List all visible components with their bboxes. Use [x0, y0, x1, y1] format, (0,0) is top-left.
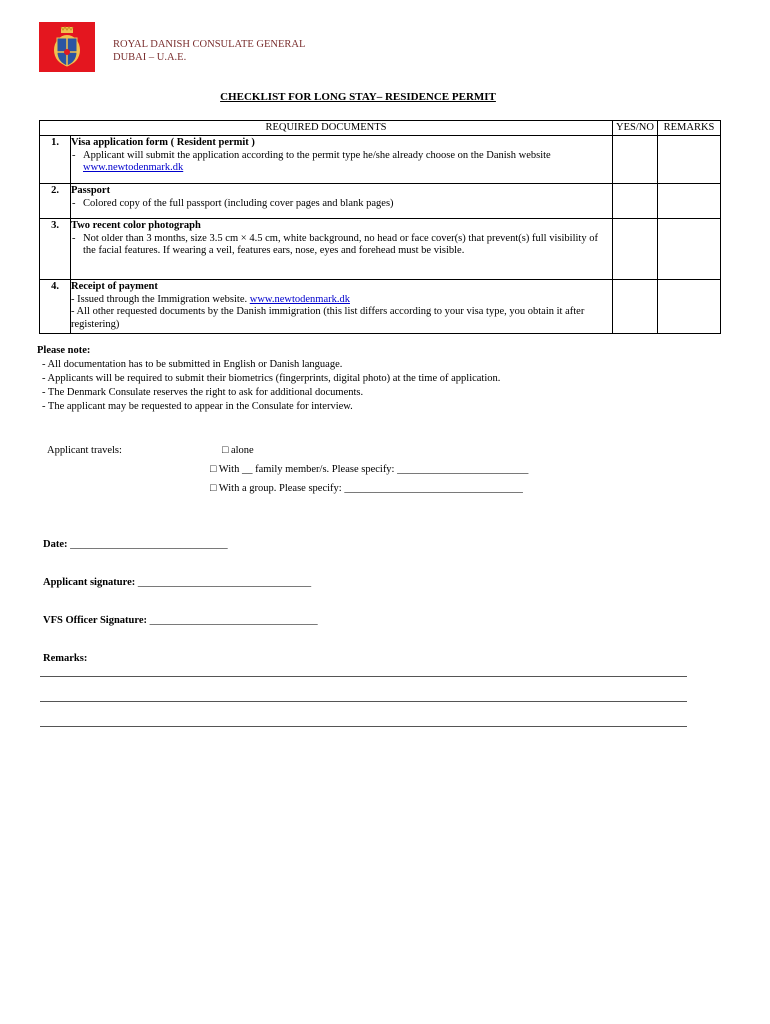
vfs-officer-signature-field[interactable] [43, 615, 318, 626]
row-title: Visa application form ( Resident permit ) [71, 137, 255, 148]
table-row [40, 219, 721, 280]
row-detail: - Not older than 3 months, size 3.5 cm × 4.5 cm, white background, no head or face cover(s) that prevent(s) full visibility of the facial features. If wearing a veil, features ears, nose, eyes and forehead must be visible. [71, 233, 598, 258]
date-label: Date: [43, 539, 68, 550]
applicant-signature-label: Applicant signature: [43, 577, 136, 588]
crown-shield-icon [52, 26, 82, 68]
required-documents-table [39, 120, 721, 334]
applicant-signature-field[interactable] [43, 577, 311, 588]
yes-no-cell[interactable] [613, 280, 658, 334]
please-note-section [37, 344, 500, 414]
remarks-cell[interactable] [658, 219, 721, 280]
column-header-documents: REQUIRED DOCUMENTS [40, 121, 613, 136]
consulate-header [113, 38, 305, 64]
website-link[interactable]: www.newtodenmark.dk [249, 293, 350, 305]
consulate-name: ROYAL DANISH CONSULATE GENERAL [113, 39, 306, 50]
row-detail: - All other requested documents by the Danish immigration (this list differs according to your visa type, you obtain it after registering) [71, 306, 585, 330]
vfs-officer-signature-label: VFS Officer Signature: [43, 615, 148, 626]
vfs-officer-signature-line[interactable]: ________________________________ [149, 615, 318, 626]
consulate-location: DUBAI – U.A.E. [113, 52, 187, 63]
yes-no-cell[interactable] [613, 184, 658, 219]
row-detail: - Colored copy of the full passport (including cover pages and blank pages) [71, 198, 606, 211]
row-title: Two recent color photograph [71, 220, 201, 231]
table-row [40, 184, 721, 219]
row-title: Receipt of payment [71, 281, 158, 292]
column-header-yes-no: YES/NO [613, 121, 658, 136]
yes-no-cell[interactable] [613, 219, 658, 280]
row-title: Passport [71, 185, 111, 196]
remarks-cell[interactable] [658, 280, 721, 334]
note-title: Please note: [37, 345, 91, 356]
row-number: 2. [40, 184, 71, 219]
table-row [40, 136, 721, 184]
row-description [71, 184, 613, 219]
note-item: - The applicant may be requested to appear in the Consulate for interview. [42, 401, 353, 412]
remarks-cell[interactable] [658, 136, 721, 184]
note-item: - Applicants will be required to submit their biometrics (fingerprints, digital photo) at the time of application. [42, 373, 501, 384]
row-number: 4. [40, 280, 71, 334]
remarks-line[interactable] [40, 676, 687, 677]
remarks-cell[interactable] [658, 184, 721, 219]
table-row [40, 280, 721, 334]
remarks-line[interactable] [40, 726, 687, 727]
travel-option-group-checkbox[interactable]: □ With a group. Please specify: __________________________________ [210, 483, 523, 494]
travel-option-family-checkbox[interactable]: □ With __ family member/s. Please specify: _________________________ [210, 464, 529, 475]
yes-no-cell[interactable] [613, 136, 658, 184]
website-link[interactable]: www.newtodenmark.dk [83, 162, 184, 173]
row-detail: - Applicant will submit the application according to the permit type he/she already choose on the Danish website www.newtodenmark.dk [71, 150, 606, 175]
applicant-travels-label: Applicant travels: [47, 445, 122, 456]
danish-coat-of-arms-logo [39, 22, 95, 72]
row-description [71, 136, 613, 184]
travel-option-alone-checkbox[interactable]: □ alone [222, 445, 254, 456]
row-description [71, 219, 613, 280]
remarks-line[interactable] [40, 701, 687, 702]
note-item: - All documentation has to be submitted in English or Danish language. [42, 359, 343, 370]
date-field[interactable] [43, 539, 228, 550]
row-detail: - Issued through the Immigration website. www.newtodenmark.dk [71, 293, 350, 305]
row-number: 1. [40, 136, 71, 184]
row-description [71, 280, 613, 334]
date-line[interactable]: ______________________________ [70, 539, 228, 550]
column-header-remarks: REMARKS [658, 121, 721, 136]
applicant-signature-line[interactable]: _________________________________ [137, 577, 312, 588]
remarks-label: Remarks: [43, 653, 88, 664]
note-item: - The Denmark Consulate reserves the right to ask for additional documents. [42, 387, 364, 398]
page-title: CHECKLIST FOR LONG STAY– RESIDENCE PERMIT [220, 91, 496, 103]
table-header-row [40, 121, 721, 136]
row-number: 3. [40, 219, 71, 280]
